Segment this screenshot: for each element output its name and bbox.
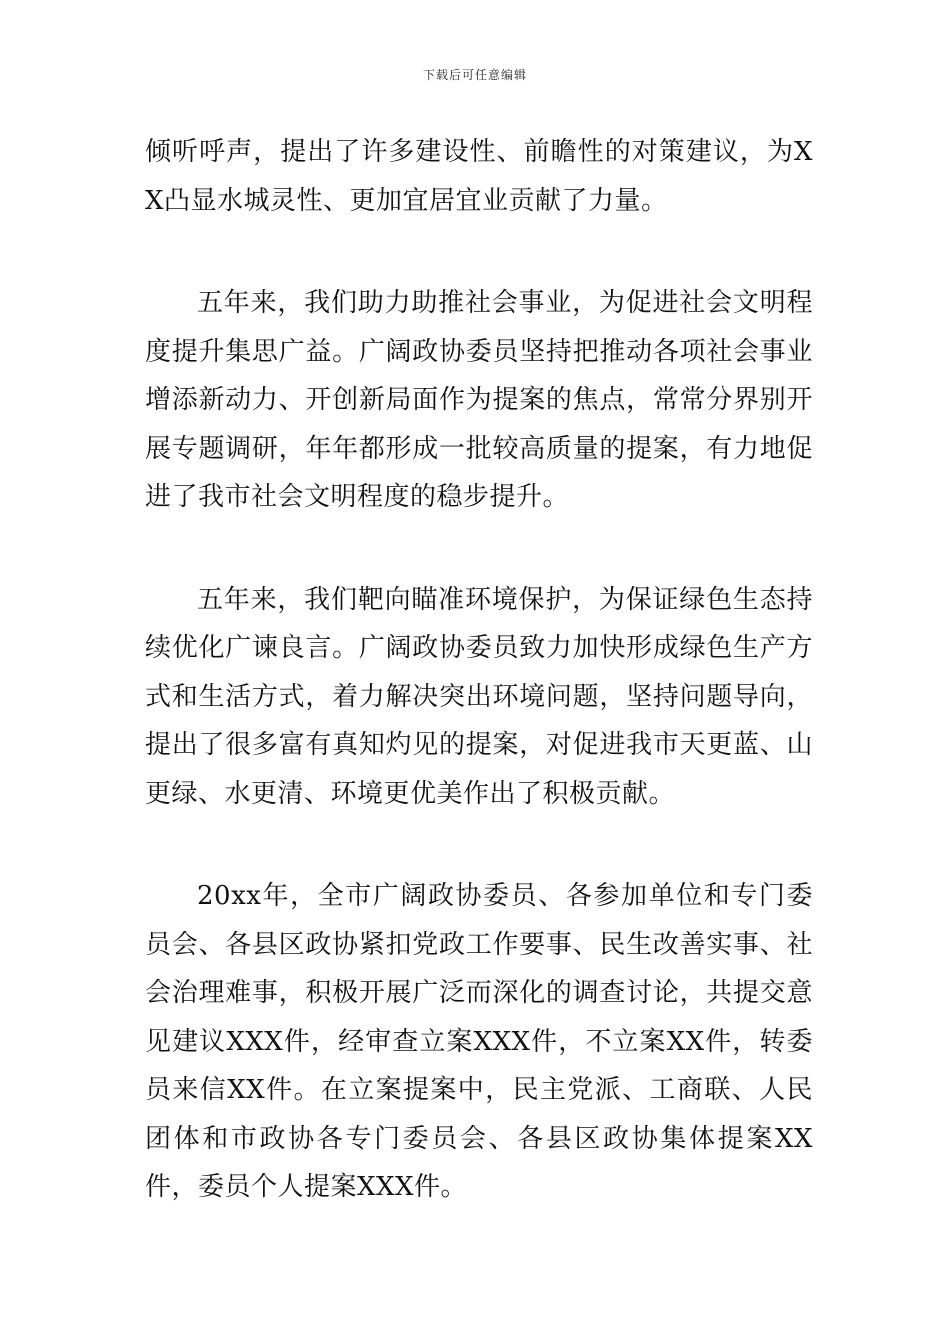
page-header-note: 下载后可任意编辑 xyxy=(422,68,527,82)
paragraph-environment: 五年来，我们靶向瞄准环境保护，为保证绿色生态持续优化广谏良言。广阔政协委员致力加快形成绿色生产方式和生活方式，着力解决突出环境问题，坚持问题导向，提出了很多富有真知灼见的提案，对促进我市天更蓝、山更绿、水更清、环境更优美作出了积极贡献。 xyxy=(145,584,813,809)
paragraph-proposal-statistics: 20xx年，全市广阔政协委员、各参加单位和专门委员会、各县区政协紧扣党政工作要事、民生改善实事、社会治理难事，积极开展广泛而深化的调查讨论，共提交意见建议XXX件，经审查立案XXX件，不立案XX件，转委员来信XX件。在立案提案中，民主党派、工商联、人民团体和市政协各专门委员会、各县区政协集体提案XX件，委员个人提案XXX件。 xyxy=(145,881,813,1202)
paragraph-social-affairs: 五年来，我们助力助推社会事业，为促进社会文明程度提升集思广益。广阔政协委员坚持把推动各项社会事业增添新动力、开创新局面作为提案的焦点，常常分界别开展专题调研，年年都形成一批较高质量的提案，有力地促进了我市社会文明程度的稳步提升。 xyxy=(145,288,813,512)
paragraph-continuation: 倾听呼声，提出了许多建设性、前瞻性的对策建议，为XX凸显水城灵性、更加宜居宜业贡献了力量。 xyxy=(145,137,813,216)
document-body xyxy=(145,128,813,1212)
